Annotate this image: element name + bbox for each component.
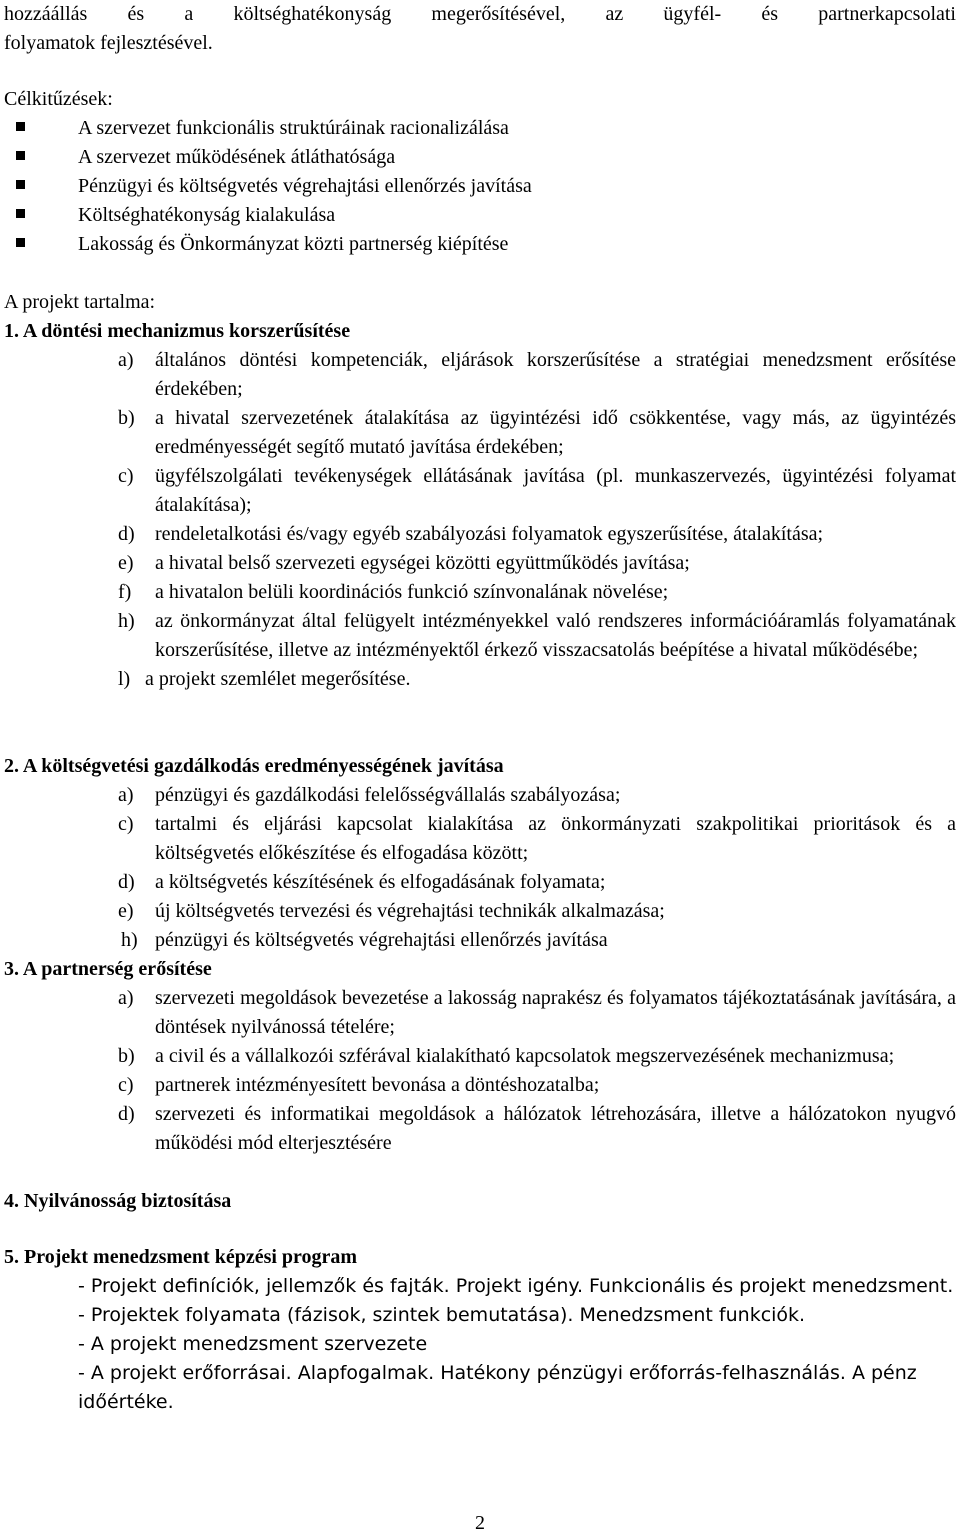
square-bullet-icon <box>16 209 25 218</box>
objectives-title: Célkitűzések: <box>4 88 113 110</box>
list-item: b) a civil és a vállalkozói szférával kialakítható kapcsolatok megszervezésének mechanizmusa; <box>118 1045 895 1067</box>
list-item: c) ügyfélszolgálati tevékenységek ellátásának javítása (pl. munkaszervezés, ügyintézési folyamat átalakítása); <box>118 465 956 516</box>
list-item: c) partnerek intézményesített bevonása a döntéshozatalba; <box>118 1074 600 1096</box>
list-item: h) az önkormányzat által felügyelt intézményekkel való rendszeres információáramlás folyamatának korszerűsítése, illetve az intézményektől érkező visszacsatolás beépítése a hivatal működésébe; <box>118 610 956 661</box>
list-item: a) általános döntési kompetenciák, eljárások korszerűsítése a stratégiai menedzsment erősítése érdekében; <box>118 349 956 400</box>
list-item: d) szervezeti és informatikai megoldások a hálózatok létrehozására, illetve a hálózatokon nyugvó működési mód elterjesztésére <box>118 1103 956 1154</box>
list-item: - Projekt definíciók, jellemzők és fajták. Projekt igény. Funkcionális és projekt menedzsment. <box>78 1275 954 1297</box>
intro-line-1: hozzáállás és a költséghatékonyság megerősítésével, az ügyfél- és partnerkapcsolati <box>4 3 956 25</box>
section-1-list <box>4 346 956 694</box>
list-item: d) a költségvetés készítésének és elfogadásának folyamata; <box>118 871 606 893</box>
section-3-list <box>4 984 956 1158</box>
objective-item: A szervezet funkcionális struktúráinak racionalizálása <box>4 114 532 143</box>
training-list <box>78 1272 956 1417</box>
section-1-title: 1. A döntési mechanizmus korszerűsítése <box>4 320 351 342</box>
list-item: e) új költségvetés tervezési és végrehajtási technikák alkalmazása; <box>118 900 665 922</box>
content-title: A projekt tartalma: <box>4 291 156 313</box>
list-item: d) rendeletalkotási és/vagy egyéb szabályozási folyamatok egyszerűsítése, átalakítása; <box>118 523 824 545</box>
square-bullet-icon <box>16 180 25 189</box>
objective-item: Költséghatékonyság kialakulása <box>4 201 532 230</box>
list-item: f) a hivatalon belüli koordinációs funkció színvonalának növelése; <box>118 581 669 603</box>
list-item: - A projekt erőforrásai. Alapfogalmak. Hatékony pénzügyi erőforrás-felhasználás. A pénz időértéke. <box>78 1362 917 1413</box>
list-item: c) tartalmi és eljárási kapcsolat kialakítása az önkormányzati szakpolitikai prioritások és a költségvetés előkészítése és elfogadása között; <box>118 813 956 864</box>
list-item: - Projektek folyamata (fázisok, szintek bemutatása). Menedzsment funkciók. <box>78 1304 806 1326</box>
list-item: - A projekt menedzsment szervezete <box>78 1333 428 1355</box>
section-2-title: 2. A költségvetési gazdálkodás eredményességének javítása <box>4 755 504 777</box>
list-item: a) szervezeti megoldások bevezetése a lakosság naprakész és folyamatos tájékoztatásának javítására, a döntések nyilvánossá tételére; <box>118 987 956 1038</box>
square-bullet-icon <box>16 122 25 131</box>
section-5-title: 5. Projekt menedzsment képzési program <box>4 1246 358 1268</box>
objective-item: Lakosság és Önkormányzat közti partnerség kiépítése <box>4 230 532 259</box>
objective-item: A szervezet működésének átláthatósága <box>4 143 532 172</box>
section-2-list <box>4 781 956 955</box>
list-item: h) pénzügyi és költségvetés végrehajtási ellenőrzés javítása <box>121 929 608 951</box>
objective-item: Pénzügyi és költségvetés végrehajtási ellenőrzés javítása <box>4 172 532 201</box>
list-item: b) a hivatal szervezetének átalakítása az ügyintézési idő csökkentése, vagy más, az ügyintézés eredményességét segítő mutató javítása érdekében; <box>118 407 956 458</box>
square-bullet-icon <box>16 238 25 247</box>
section-4-title: 4. Nyilvánosság biztosítása <box>4 1190 232 1212</box>
page-number: 2 <box>475 1512 485 1534</box>
intro-line-2: folyamatok fejlesztésével. <box>4 32 213 54</box>
objectives-list <box>4 114 532 259</box>
square-bullet-icon <box>16 151 25 160</box>
list-item: a) pénzügyi és gazdálkodási felelősségvállalás szabályozása; <box>118 784 621 806</box>
list-item: e) a hivatal belső szervezeti egységei közötti együttműködés javítása; <box>118 552 690 574</box>
list-item: l) a projekt szemlélet megerősítése. <box>118 668 411 690</box>
section-3-title: 3. A partnerség erősítése <box>4 958 212 980</box>
